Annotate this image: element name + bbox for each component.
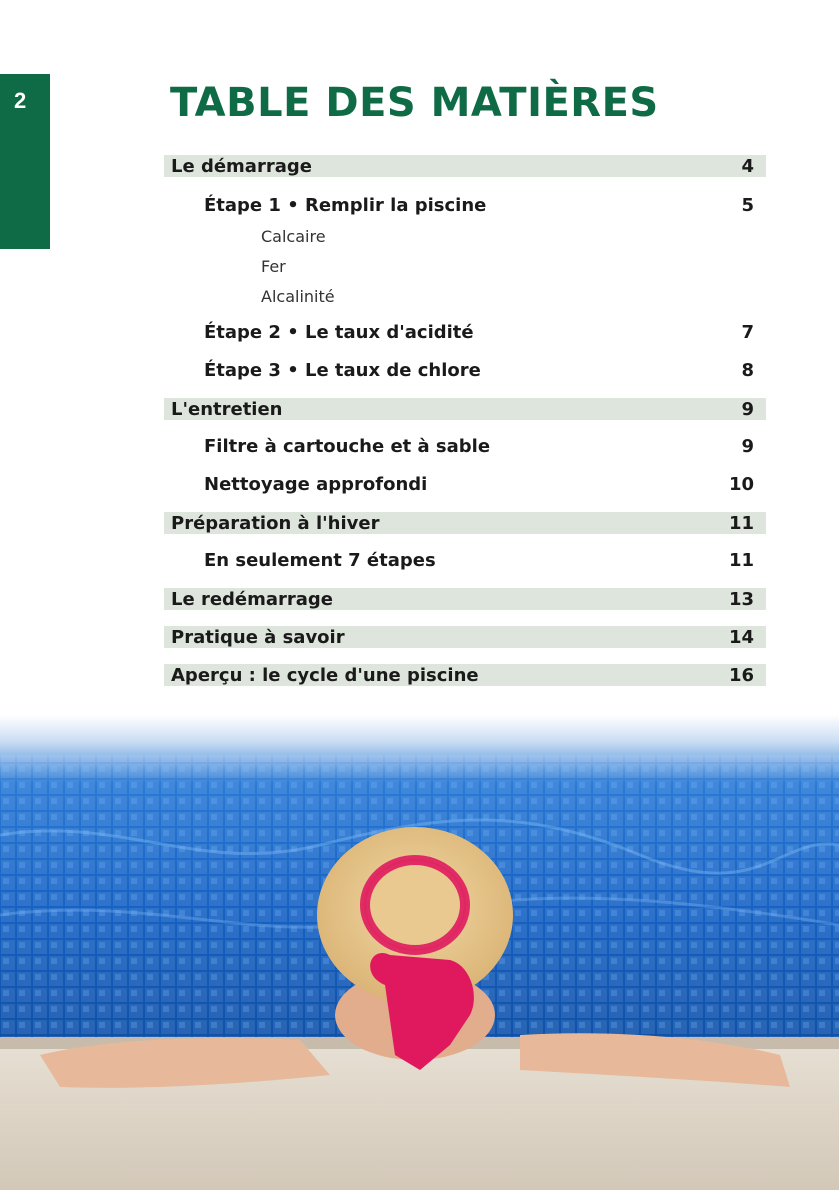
toc-page: 13 — [728, 588, 754, 610]
toc-page: 14 — [728, 626, 754, 648]
toc-page: 5 — [741, 194, 754, 216]
pool-photo — [0, 715, 839, 1190]
toc-page: 16 — [728, 664, 754, 686]
toc-label: Étape 3 • Le taux de chlore — [204, 359, 481, 381]
toc-page: 8 — [741, 359, 754, 381]
toc-label: Étape 1 • Remplir la piscine — [204, 194, 487, 216]
toc-section-redemarrage[interactable] — [164, 588, 766, 610]
toc-item-etape-2[interactable] — [164, 320, 766, 344]
toc-label: En seulement 7 étapes — [204, 549, 436, 571]
toc-section-pratique[interactable] — [164, 626, 766, 648]
toc-label: Le redémarrage — [171, 588, 334, 610]
toc-label: Filtre à cartouche et à sable — [204, 435, 491, 457]
toc-page: 9 — [741, 435, 754, 457]
toc-item-nettoyage[interactable] — [164, 472, 766, 496]
toc-item-etape-1[interactable] — [164, 193, 766, 217]
toc-section-apercu[interactable] — [164, 664, 766, 686]
toc-section-hiver[interactable] — [164, 512, 766, 534]
toc-label: Nettoyage approfondi — [204, 473, 428, 495]
toc-subitem-calcaire[interactable] — [164, 224, 766, 248]
toc-label: Étape 2 • Le taux d'acidité — [204, 321, 474, 343]
toc-label: Fer — [261, 256, 286, 276]
toc-section-demarrage[interactable] — [164, 155, 766, 177]
toc-label: Pratique à savoir — [171, 626, 345, 648]
toc-label: Alcalinité — [261, 286, 335, 306]
toc-page: 11 — [728, 512, 754, 534]
toc-section-entretien[interactable] — [164, 398, 766, 420]
toc-page: 4 — [741, 155, 754, 177]
toc-item-filtre[interactable] — [164, 434, 766, 458]
toc-item-7-etapes[interactable] — [164, 548, 766, 572]
toc-label: L'entretien — [171, 398, 283, 420]
toc-page: 9 — [741, 398, 754, 420]
toc-item-etape-3[interactable] — [164, 358, 766, 382]
toc-label: Préparation à l'hiver — [171, 512, 380, 534]
toc-page: 10 — [728, 473, 754, 495]
page-number-tab — [0, 74, 50, 249]
page-number: 2 — [14, 88, 27, 113]
toc-page: 7 — [741, 321, 754, 343]
toc-page: 11 — [728, 549, 754, 571]
toc-subitem-fer[interactable] — [164, 254, 766, 278]
toc-label: Le démarrage — [171, 155, 312, 177]
toc-label: Calcaire — [261, 226, 326, 246]
toc-label: Aperçu : le cycle d'une piscine — [171, 664, 479, 686]
page-title: TABLE DES MATIÈRES — [170, 80, 659, 126]
toc-subitem-alcalinite[interactable] — [164, 284, 766, 308]
